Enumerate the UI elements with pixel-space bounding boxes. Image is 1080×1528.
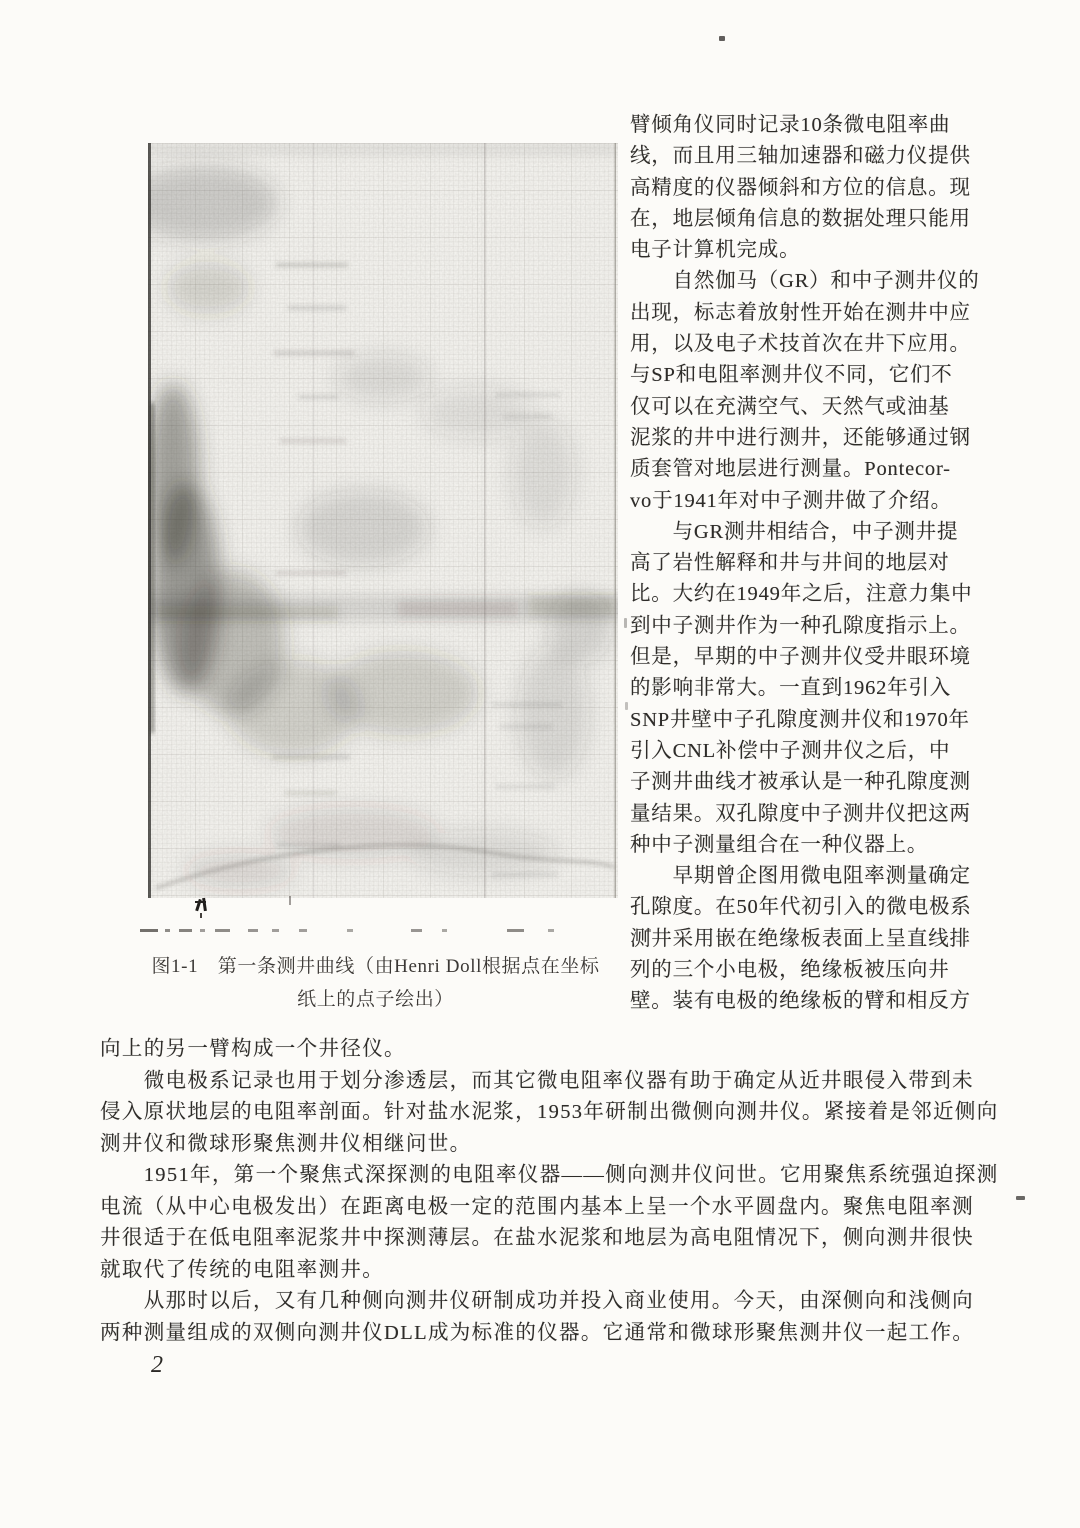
text-line: vo于1941年对中子测井做了介绍。 xyxy=(630,489,952,512)
well-log-figure xyxy=(148,143,618,898)
figure-caption-line1: 图1-1 第一条测井曲线（由Henri Doll根据点在坐标 xyxy=(151,956,600,977)
text-line: 测井采用嵌在绝缘板表面上呈直线排 xyxy=(630,927,971,950)
text-line: 与GR测井相结合，中子测井提 xyxy=(630,520,959,543)
text-line: 电子计算机完成。 xyxy=(630,239,801,262)
right-text-column xyxy=(630,110,980,1018)
text-line: 质套管对地层进行测量。Pontecor- xyxy=(630,458,951,481)
text-line: 线，而且用三轴加速器和磁力仪提供 xyxy=(630,145,971,168)
text-line: 从那时以后，又有几种侧向测井仪研制成功并投入商业使用。今天，由深侧向和浅侧向 xyxy=(100,1290,974,1312)
text-line: 孔隙度。在50年代初引入的微电极系 xyxy=(630,896,972,919)
text-line: 用，以及电子术技首次在井下应用。 xyxy=(630,333,971,356)
figure-caption xyxy=(118,950,633,1016)
ink-speck xyxy=(624,618,627,628)
text-line: 出现，标志着放射性开始在测井中应 xyxy=(630,301,971,324)
text-line: 1951年，第一个聚焦式深探测的电阻率仪器——侧向测井仪问世。它用聚焦系统强迫探测 xyxy=(100,1164,999,1186)
text-line: 的影响非常大。一直到1962年引入 xyxy=(630,677,952,700)
text-line: 向上的另一臂构成一个井径仪。 xyxy=(100,1038,406,1060)
text-line: 测井仪和微球形聚焦测井仪相继问世。 xyxy=(100,1132,472,1155)
text-line: 臂倾角仪同时记录10条微电阻率曲 xyxy=(630,114,951,136)
ink-tick-mark xyxy=(289,896,291,905)
text-line: 种中子测量组合在一种仪器上。 xyxy=(630,833,929,856)
text-line: 高了岩性解释和井与井间的地层对 xyxy=(630,552,950,575)
text-line: 量结果。双孔隙度中子测井仪把这两 xyxy=(630,802,971,825)
text-line: SNP井壁中子孔隙度测井仪和1970年 xyxy=(630,708,970,731)
text-line: 侵入原状地层的电阻率剖面。针对盐水泥浆，1953年研制出微侧向测井仪。紧接着是邻近侧向 xyxy=(100,1101,999,1123)
figure-caption-line2: 纸上的点子绘出） xyxy=(297,989,454,1010)
text-line: 但是，早期的中子测井仪受井眼环境 xyxy=(630,646,971,669)
text-line: 与SP和电阻率测井仪不同，它们不 xyxy=(630,364,953,387)
page-number: 2 xyxy=(151,1352,164,1378)
text-line: 比。大约在1949年之后，注意力集中 xyxy=(630,583,973,606)
text-line: 两种测量组成的双侧向测井仪DLL成为标准的仪器。它通常和微球形聚焦测井仪一起工作。 xyxy=(100,1321,975,1344)
text-line: 子测井曲线才被承认是一种孔隙度测 xyxy=(630,771,971,794)
text-line: 微电极系记录也用于划分渗透层，而其它微电阻率仪器有助于确定从近井眼侵入带到未 xyxy=(100,1069,974,1092)
ink-dash-row xyxy=(140,927,670,935)
body-text-block xyxy=(100,1034,999,1349)
ink-blot-mark xyxy=(194,898,212,918)
text-line: 电流（从中心电极发出）在距离电极一定的范围内基本上呈一个水平圆盘内。聚焦电阻率测 xyxy=(100,1195,974,1218)
text-line: 壁。装有电极的绝缘板的臂和相反方 xyxy=(630,990,971,1013)
ink-speck xyxy=(625,702,628,710)
text-line: 到中子测井作为一种孔隙度指示上。 xyxy=(630,614,971,637)
text-line: 列的三个小电极，绝缘板被压向井 xyxy=(630,959,950,982)
text-line: 就取代了传统的电阻率测井。 xyxy=(100,1258,385,1281)
text-line: 高精度的仪器倾斜和方位的信息。现 xyxy=(630,176,971,199)
text-line: 引入CNL补偿中子测井仪之后，中 xyxy=(630,739,951,762)
text-line: 泥浆的井中进行测井，还能够通过钢 xyxy=(630,426,971,449)
ink-speck xyxy=(719,36,725,41)
text-line: 早期曾企图用微电阻率测量确定 xyxy=(630,865,971,888)
text-line: 在，地层倾角信息的数据处理只能用 xyxy=(630,207,971,230)
scanned-log-plot-image xyxy=(148,143,618,898)
text-line: 井很适于在低电阻率泥浆井中探测薄层。在盐水泥浆和地层为高电阻情况下，侧向测井很快 xyxy=(100,1227,974,1249)
text-line: 仅可以在充满空气、天然气或油基 xyxy=(630,395,950,418)
text-line: 自然伽马（GR）和中子测井仪的 xyxy=(630,270,980,293)
ink-speck xyxy=(1016,1196,1025,1200)
